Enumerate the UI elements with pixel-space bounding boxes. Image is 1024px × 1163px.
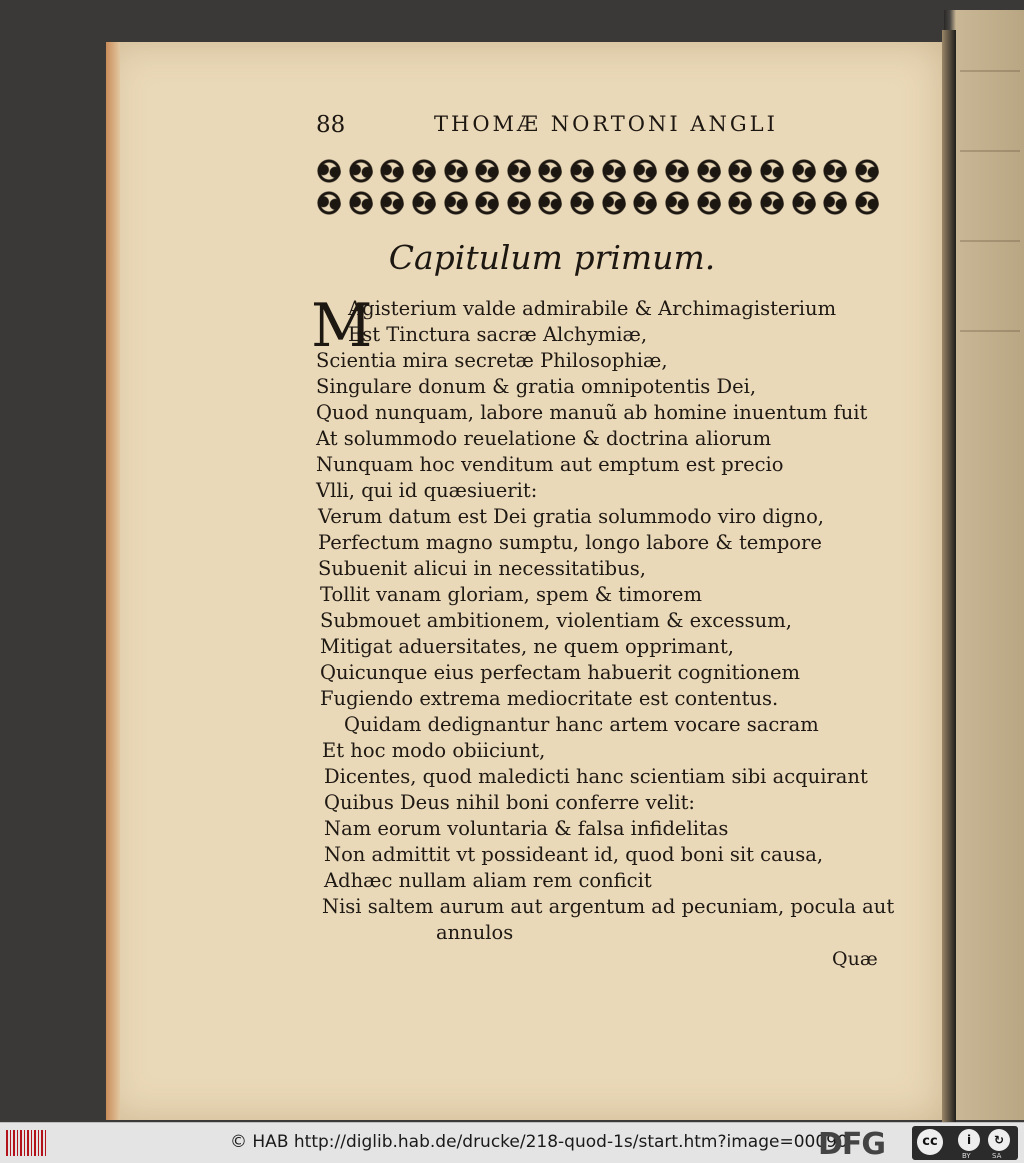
running-head: THOMÆ NORTONI ANGLI <box>434 112 778 136</box>
text-line: annulos <box>436 921 514 944</box>
text-line: Adhæc nullam aliam rem conficit <box>324 869 652 892</box>
sa-icon: ↻ <box>988 1129 1010 1151</box>
text-line: At solummodo reuelatione & doctrina aliorum <box>316 427 772 450</box>
text-line: Quibus Deus nihil boni conferre velit: <box>324 791 696 814</box>
chapter-title: Capitulum primum. <box>388 238 716 277</box>
text-line: Quod nunquam, labore manuũ ab homine inuentum fuit <box>316 401 868 424</box>
text-line: Et hoc modo obiiciunt, <box>322 739 546 762</box>
bleed-through-line <box>960 70 1020 72</box>
drop-cap: M <box>311 291 373 361</box>
sa-label: SA <box>992 1152 1002 1160</box>
source-link[interactable]: © HAB http://diglib.hab.de/drucke/218-quod-1s/start.htm?image=00090 <box>230 1132 848 1152</box>
text-line: Scientia mira secretæ Philosophiæ, <box>316 349 668 372</box>
text-line: Quicunque eius perfectam habuerit cognitionem <box>320 661 801 684</box>
text-line: Agisterium valde admirabile & Archimagisterium <box>348 297 837 320</box>
text-line: Nam eorum voluntaria & falsa infidelitas <box>324 817 729 840</box>
text-line: Nunquam hoc venditum aut emptum est precio <box>316 453 784 476</box>
page-number: 88 <box>316 112 346 138</box>
text-line: Dicentes, quod maledicti hanc scientiam sibi acquirant <box>324 765 868 788</box>
text-line: Mitigat aduersitates, ne quem opprimant, <box>320 635 734 658</box>
text-line: Non admittit vt possideant id, quod boni sit causa, <box>324 843 824 866</box>
text-line: Quidam dedignantur hanc artem vocare sacram <box>344 713 819 736</box>
cc-license-badge[interactable] <box>912 1126 1018 1160</box>
by-icon: i <box>958 1129 980 1151</box>
catchword: Quæ <box>832 948 878 970</box>
text-line: Fugiendo extrema mediocritate est contentus. <box>320 687 779 710</box>
page-edge <box>106 42 120 1120</box>
ornament-band-top <box>315 158 881 186</box>
text-line: Subuenit alicui in necessitatibus, <box>318 557 646 580</box>
next-page-edge <box>944 10 1024 1120</box>
text-line: Vlli, qui id quæsiuerit: <box>316 479 538 502</box>
book-gutter <box>942 30 956 1122</box>
dfg-logo: DFG <box>818 1127 886 1162</box>
cc-icon: cc <box>917 1129 943 1155</box>
ornament-band-bottom <box>315 190 881 218</box>
text-line: Perfectum magno sumptu, longo labore & tempore <box>318 531 822 554</box>
by-label: BY <box>962 1152 971 1160</box>
text-line: Tollit vanam gloriam, spem & timorem <box>320 583 702 606</box>
bleed-through-line <box>960 330 1020 332</box>
hab-logo-icon <box>6 1130 46 1156</box>
text-line: Verum datum est Dei gratia solummodo viro digno, <box>318 505 825 528</box>
footer-bar <box>0 1122 1024 1163</box>
text-line: Singulare donum & gratia omnipotentis Dei, <box>316 375 757 398</box>
bleed-through-line <box>960 150 1020 152</box>
text-line: Nisi saltem aurum aut argentum ad pecuniam, pocula aut <box>322 895 895 918</box>
text-line: Est Tinctura sacræ Alchymiæ, <box>348 323 648 346</box>
text-line: Submouet ambitionem, violentiam & excessum, <box>320 609 792 632</box>
page-header <box>316 112 876 142</box>
